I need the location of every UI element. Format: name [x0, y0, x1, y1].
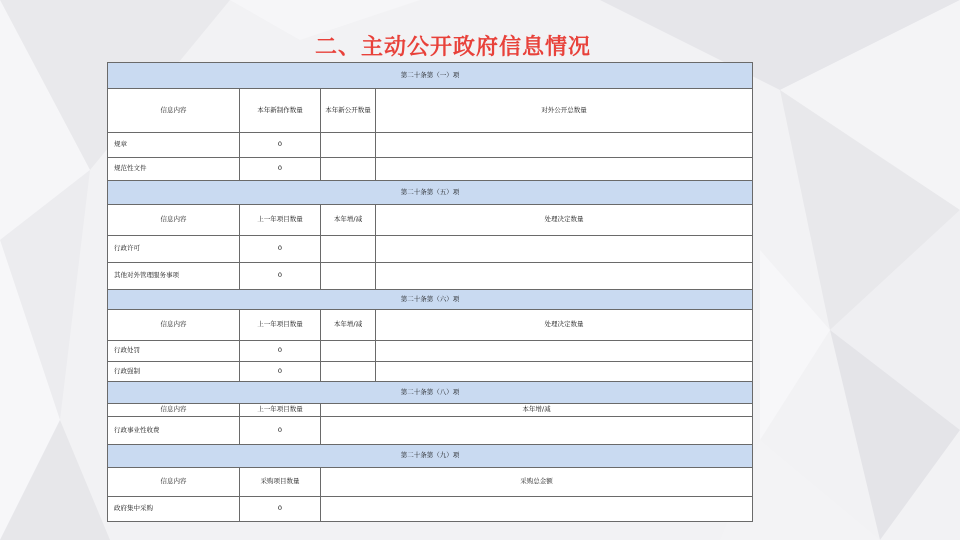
- empty-cell: [376, 341, 753, 362]
- column-header: 上一年项目数量: [240, 205, 321, 236]
- empty-cell: [321, 362, 376, 382]
- column-header: 信息内容: [108, 468, 240, 497]
- section-heading: 第二十条第（六）项: [108, 290, 753, 310]
- column-header: 采购项目数量: [240, 468, 321, 497]
- empty-cell: [321, 417, 753, 445]
- column-header: 上一年项目数量: [240, 404, 321, 417]
- column-header: 采购总金额: [321, 468, 753, 497]
- column-header: 本年新制作数量: [240, 89, 321, 133]
- column-header: 本年增/减: [321, 310, 376, 341]
- section-heading: 第二十条第（五）项: [108, 181, 753, 205]
- column-header: 本年新公开数量: [321, 89, 376, 133]
- column-header: 信息内容: [108, 205, 240, 236]
- row-value: 0: [240, 236, 321, 263]
- column-header: 对外公开总数量: [376, 89, 753, 133]
- empty-cell: [321, 133, 376, 158]
- row-value: 0: [240, 341, 321, 362]
- section-heading: 第二十条第（八）项: [108, 382, 753, 404]
- column-header: 本年增/减: [321, 404, 753, 417]
- row-label: 其他对外管理服务事项: [108, 263, 240, 290]
- empty-cell: [376, 158, 753, 181]
- empty-cell: [321, 236, 376, 263]
- row-value: 0: [240, 263, 321, 290]
- empty-cell: [376, 133, 753, 158]
- empty-cell: [376, 236, 753, 263]
- empty-cell: [321, 497, 753, 522]
- page-title: 二、主动公开政府信息情况: [314, 35, 591, 60]
- row-label: 行政事业性收费: [108, 417, 240, 445]
- empty-cell: [321, 158, 376, 181]
- row-value: 0: [240, 158, 321, 181]
- disclosure-table: [107, 62, 753, 522]
- column-header: 信息内容: [108, 310, 240, 341]
- row-label: 政府集中采购: [108, 497, 240, 522]
- row-value: 0: [240, 133, 321, 158]
- column-header: 处理决定数量: [376, 205, 753, 236]
- section-heading: 第二十条第（九）项: [108, 445, 753, 468]
- row-label: 行政许可: [108, 236, 240, 263]
- row-value: 0: [240, 362, 321, 382]
- column-header: 处理决定数量: [376, 310, 753, 341]
- row-label: 行政强制: [108, 362, 240, 382]
- column-header: 信息内容: [108, 404, 240, 417]
- row-label: 规范性文件: [108, 158, 240, 181]
- column-header: 上一年项目数量: [240, 310, 321, 341]
- row-value: 0: [240, 497, 321, 522]
- row-value: 0: [240, 417, 321, 445]
- row-label: 规章: [108, 133, 240, 158]
- column-header: 信息内容: [108, 89, 240, 133]
- section-heading: 第二十条第（一）项: [108, 63, 753, 89]
- empty-cell: [376, 362, 753, 382]
- column-header: 本年增/减: [321, 205, 376, 236]
- empty-cell: [376, 263, 753, 290]
- empty-cell: [321, 341, 376, 362]
- row-label: 行政处罚: [108, 341, 240, 362]
- empty-cell: [321, 263, 376, 290]
